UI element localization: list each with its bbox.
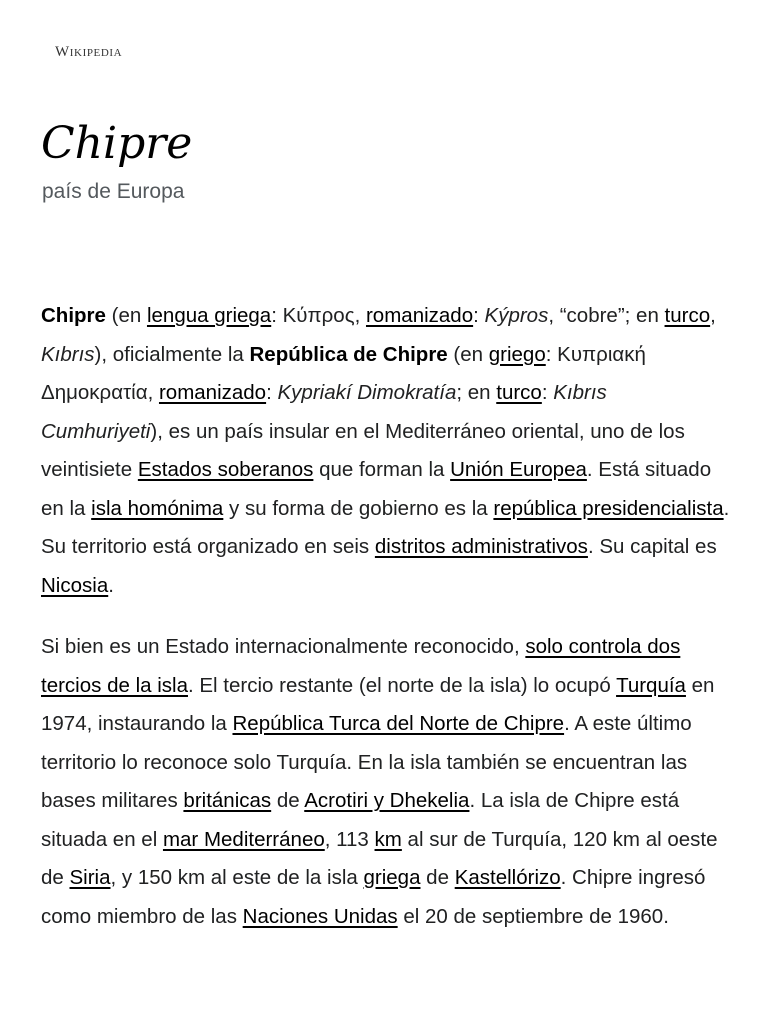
italic-term: Kypriakí Dimokratía	[277, 381, 457, 404]
link-griega[interactable]: griega	[363, 866, 421, 889]
link-solo-controla-dos-tercios[interactable]: solo controla dos tercios de la isla	[41, 635, 681, 697]
link-km[interactable]: km	[374, 827, 402, 851]
text: ), oficialmente la	[94, 342, 250, 366]
link-siria[interactable]: Siria	[69, 866, 111, 889]
link-romanizado[interactable]: romanizado	[365, 304, 474, 327]
text: , y 150 km al este de la isla	[110, 866, 364, 889]
paragraph-second	[41, 628, 731, 936]
text: de	[420, 866, 455, 889]
text: :	[473, 304, 485, 327]
article-body	[41, 297, 731, 959]
text: y su forma de gobierno es la	[223, 496, 494, 520]
italic-term: Kıbrıs	[41, 342, 95, 366]
text: el 20 de septiembre de 1960.	[397, 904, 669, 928]
text: . El tercio restante (el norte de la isla) lo ocupó	[187, 673, 617, 697]
text: . Chipre ingresó como miembro de las	[41, 866, 706, 928]
text: (en	[105, 304, 147, 327]
paragraph-intro	[41, 297, 731, 605]
text: ,	[710, 304, 716, 327]
text: Si bien es un Estado internacionalmente reconocido,	[41, 635, 526, 658]
text: al sur de Turquía, 120 km al oeste de	[41, 827, 718, 889]
italic-term: Kýpros	[484, 304, 549, 327]
bold-term: Chipre	[41, 304, 106, 327]
link-republica-presidencialista[interactable]: república presidencialista	[493, 496, 724, 520]
text: de	[271, 789, 305, 812]
link-union-europea[interactable]: Unión Europea	[450, 458, 587, 481]
text: . A este último territorio lo reconoce solo Turquía. En la isla también se encuentran las bases militares	[41, 712, 692, 812]
link-lengua-griega[interactable]: lengua griega	[146, 304, 272, 327]
link-nicosia[interactable]: Nicosia	[41, 573, 109, 597]
link-naciones-unidas[interactable]: Naciones Unidas	[242, 904, 398, 928]
link-turco[interactable]: turco	[496, 381, 542, 404]
link-kastellorizo[interactable]: Kastellórizo	[454, 866, 561, 889]
text: .	[108, 573, 114, 597]
text: . Está situado en la	[41, 458, 712, 520]
link-turquia[interactable]: Turquía	[616, 673, 686, 697]
page-title: Chipre	[41, 118, 193, 169]
link-isla-homonima[interactable]: isla homónima	[91, 496, 224, 520]
text: . Su territorio está organizado en seis	[41, 496, 730, 558]
link-romanizado[interactable]: romanizado	[158, 381, 267, 404]
text: , 113	[324, 827, 375, 851]
page-description: país de Europa	[42, 180, 185, 203]
link-distritos-administrativos[interactable]: distritos administrativos	[374, 535, 588, 558]
text: :	[541, 381, 554, 404]
text: . La isla de Chipre está situada en el	[41, 789, 680, 851]
bold-term: República de Chipre	[249, 342, 448, 366]
italic-term: Kıbrıs Cumhuriyeti	[41, 381, 607, 443]
text: : Κυπριακή Δημοκρατία,	[41, 342, 646, 404]
text: :	[266, 381, 278, 404]
link-republica-turca-norte-chipre[interactable]: República Turca del Norte de Chipre	[232, 712, 565, 735]
text: , “cobre”; en	[548, 304, 665, 327]
text: (en	[447, 342, 489, 366]
link-britanicas[interactable]: británicas	[183, 789, 272, 812]
text: en 1974, instaurando la	[41, 673, 715, 735]
text: ; en	[456, 381, 497, 404]
wikipedia-wordmark-logo[interactable]: Wikipedia	[55, 44, 123, 60]
text: : Κύπρος,	[271, 304, 366, 327]
link-turco[interactable]: turco	[664, 304, 711, 327]
link-griego[interactable]: griego	[488, 342, 546, 366]
link-mar-mediterraneo[interactable]: mar Mediterráneo	[162, 827, 325, 851]
link-estados-soberanos[interactable]: Estados soberanos	[137, 458, 314, 481]
text: que forman la	[313, 458, 451, 481]
text: . Su capital es	[587, 535, 717, 558]
link-acrotiri-y-dhekelia[interactable]: Acrotiri y Dhekelia	[304, 789, 470, 812]
text: ), es un país insular en el Mediterráneo oriental, uno de los veintisiete	[41, 419, 685, 481]
